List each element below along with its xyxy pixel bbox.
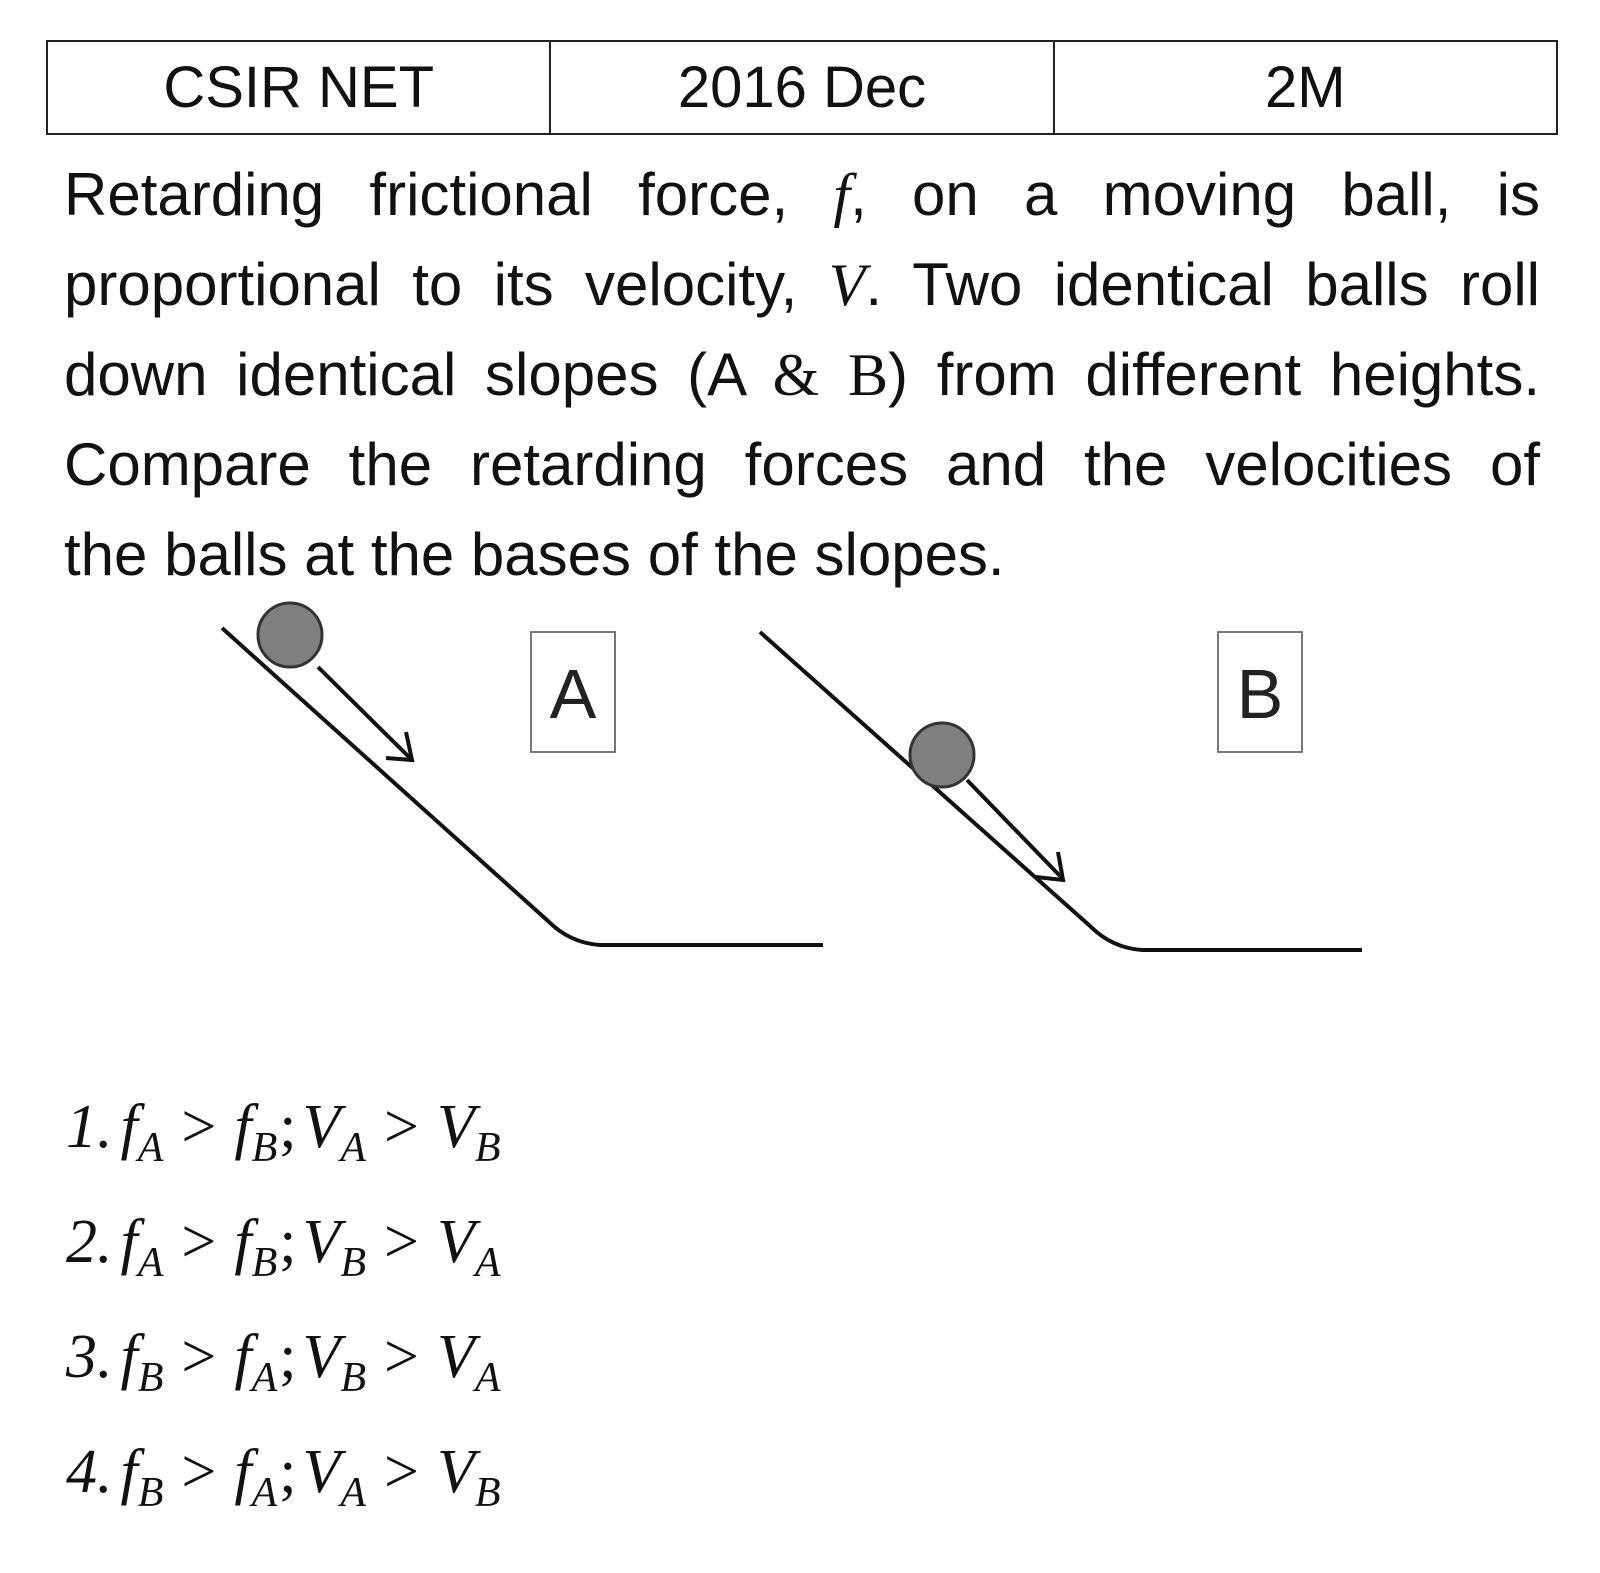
question-line-5: the balls at the bases of the slopes. xyxy=(64,521,1005,588)
question-line-2: proportional to its velocity, V. Two identical balls roll xyxy=(64,251,1540,318)
question-line-4: Compare the retarding forces and the velocities of xyxy=(64,431,1540,498)
option-2[interactable]: 2. $f_A$ > $f_B;V_B > V_A$ xyxy=(66,1208,501,1286)
slope-a-curve xyxy=(222,628,823,945)
question-text xyxy=(64,150,1540,600)
slopes-diagram xyxy=(0,590,1600,990)
header-row xyxy=(47,41,1557,134)
options-list xyxy=(66,1070,501,1530)
exam-name-cell: CSIR NET xyxy=(47,41,550,134)
header-table xyxy=(46,40,1558,135)
question-line-3: down identical slopes (A & B) from different heights. xyxy=(64,341,1540,408)
force-variable: f xyxy=(833,162,851,228)
exam-session-cell: 2016 Dec xyxy=(550,41,1053,134)
label-a: A xyxy=(549,655,597,733)
option-1[interactable]: 1. $f_A$ > $f_B;V_A > V_B$ xyxy=(66,1093,501,1171)
ball-b xyxy=(910,723,974,787)
label-b: B xyxy=(1236,655,1284,733)
option-4[interactable]: 4. $f_B$ > $f_A;V_A > V_B$ xyxy=(66,1438,501,1516)
ball-a xyxy=(258,603,322,667)
marks-cell: 2M xyxy=(1054,41,1557,134)
arrow-a-shaft xyxy=(318,667,410,758)
option-3[interactable]: 3. $f_B$ > $f_A;V_B > V_A$ xyxy=(66,1323,501,1401)
question-line-1: Retarding frictional force, f, on a moving ball, is xyxy=(64,161,1540,228)
slope-b-ref: B xyxy=(847,342,888,408)
velocity-variable: V xyxy=(828,252,866,318)
